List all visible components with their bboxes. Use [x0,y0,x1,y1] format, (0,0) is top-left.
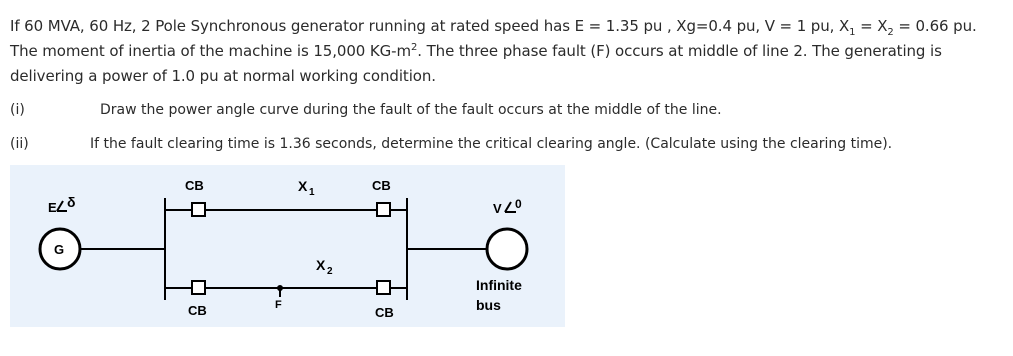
inertia-text: = 0.66 pu. The moment of inertia of the machine is 15,000 KG-m [10,17,977,60]
x2-subscript: 2 [887,27,894,38]
problem-statement [10,14,1005,89]
circuit-svg [10,165,565,327]
x1-sub-label: 1 [309,187,315,198]
bus-label: bus [476,297,501,313]
e-label: E [48,200,57,215]
generator-label: G [54,242,65,257]
infinite-label: Infinite [476,277,522,293]
problem-values: E = 1.35 pu , Xg=0.4 pu, V = 1 pu, X [574,17,850,35]
x2-label: X [316,257,326,273]
question-text: If the fault clearing time is 1.36 seconds, determine the critical clearing angle. (Calculate using the clearing time). [90,136,893,152]
question-number: (ii) [10,136,29,152]
equals-x: = X [855,17,888,35]
question-i [10,100,1000,120]
squared-superscript: 2 [411,42,418,53]
x1-subscript: 1 [849,27,856,38]
cb-top-left-label: CB [185,178,204,193]
x2-sub-label: 2 [327,266,333,277]
v-label: V [493,201,502,216]
question-text: Draw the power angle curve during the fault of the fault occurs at the middle of the line. [100,102,722,118]
angle-mark [57,201,63,211]
circuit-breaker-bottom-left [192,281,205,294]
delta-label: δ [67,194,76,210]
question-number: (i) [10,102,25,118]
cb-bottom-right-label: CB [375,305,394,320]
cb-bottom-left-label: CB [188,303,207,318]
v-angle-mark [505,202,511,212]
circuit-diagram [10,165,565,327]
fault-label: F [275,299,282,311]
x1-label: X [298,178,308,194]
question-ii [10,134,1000,154]
problem-rest: . The three phase fault (F) occurs at middle of line 2. The generating is delivering a power of 1.0 pu at normal working condition. [10,42,942,85]
infinite-bus-circle [487,229,527,269]
circuit-breaker-top-right [377,203,390,216]
circuit-breaker-bottom-right [377,281,390,294]
problem-intro: If 60 MVA, 60 Hz, 2 Pole Synchronous generator running at rated speed has [10,17,570,35]
cb-top-right-label: CB [372,178,391,193]
v-angle-label: 0 [515,197,522,211]
circuit-breaker-top-left [192,203,205,216]
